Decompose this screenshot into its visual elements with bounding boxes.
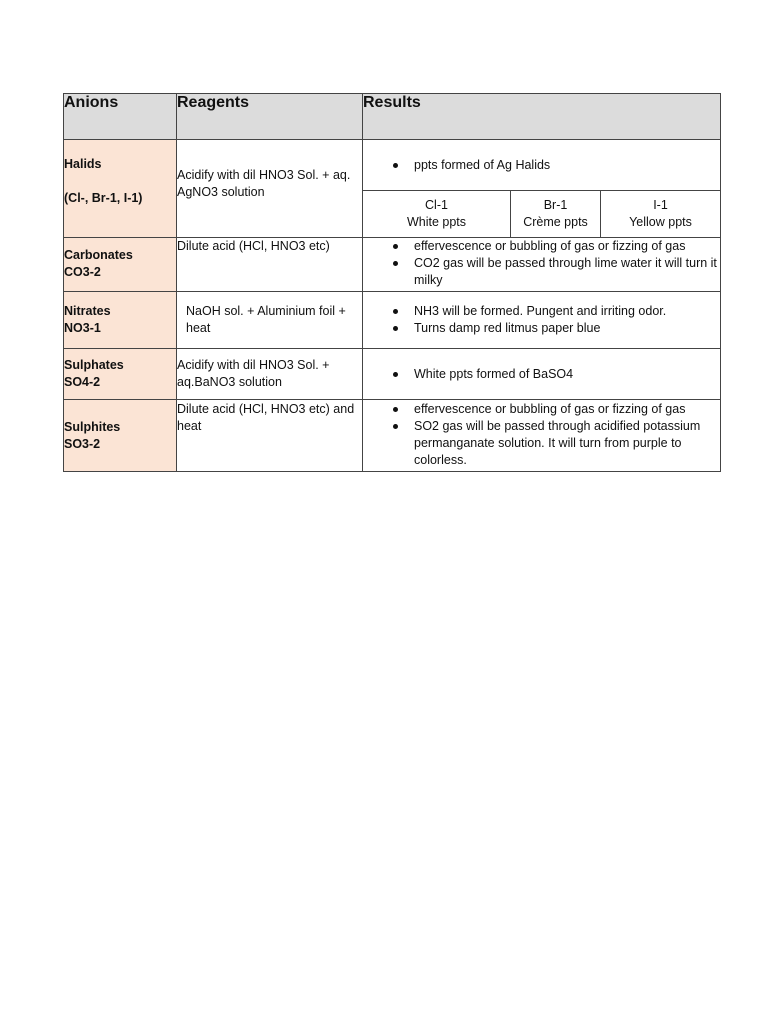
anion-halids	[64, 140, 177, 238]
anion-formula: SO3-2	[64, 436, 101, 451]
reagent-sulphates: Acidify with dil HNO3 Sol. + aq.BaNO3 solution	[177, 349, 363, 400]
results-sulphates	[363, 349, 721, 400]
anion-tests-table	[63, 93, 721, 472]
header-results: Results	[363, 94, 721, 140]
result-item: White ppts formed of BaSO4	[363, 366, 720, 383]
row-carbonates	[64, 238, 721, 292]
anion-sulphates	[64, 349, 177, 400]
results-carbonates	[363, 238, 721, 292]
result-item: CO2 gas will be passed through lime water it will turn it milky	[363, 255, 720, 289]
row-nitrates	[64, 292, 721, 349]
ppt-label: Crème ppts	[523, 215, 588, 229]
ppt-label: White ppts	[406, 215, 467, 229]
anion-formula: NO3-1	[64, 321, 101, 335]
anion-name: Sulphites	[64, 419, 121, 434]
ion-label: Cl-1	[425, 198, 448, 212]
row-sulphates	[64, 349, 721, 400]
anion-formula: SO4-2	[64, 375, 101, 389]
cell-iodide	[601, 191, 721, 237]
result-item: ppts formed of Ag Halids	[363, 157, 550, 174]
reagent-nitrates: NaOH sol. + Aluminium foil + heat	[177, 292, 363, 349]
ion-label: Br-1	[543, 198, 568, 212]
anion-name: Sulphates	[64, 358, 124, 372]
anion-carbonates	[64, 238, 177, 292]
anion-name: Halids	[64, 157, 102, 171]
anion-formula: (Cl-, Br-1, I-1)	[64, 191, 143, 205]
anion-nitrates	[64, 292, 177, 349]
reagent-carbonates: Dilute acid (HCl, HNO3 etc)	[177, 238, 363, 292]
results-halids	[363, 140, 721, 238]
header-row	[64, 94, 721, 140]
anion-name: Nitrates	[64, 304, 111, 318]
row-sulphites	[64, 400, 721, 472]
ppt-label: Yellow ppts	[629, 215, 692, 229]
row-halids	[64, 140, 721, 238]
reagent-halids: Acidify with dil HNO3 Sol. + aq. AgNO3 solution	[177, 140, 363, 238]
results-nitrates	[363, 292, 721, 349]
results-sulphites	[363, 400, 721, 472]
result-item: NH3 will be formed. Pungent and irriting odor.	[363, 303, 720, 320]
anion-sulphites	[64, 400, 177, 472]
cell-chloride	[363, 191, 511, 237]
reagent-sulphites: Dilute acid (HCl, HNO3 etc) and heat	[177, 400, 363, 472]
result-item: Turns damp red litmus paper blue	[363, 320, 720, 337]
halid-precipitate-table	[363, 191, 720, 237]
ion-label: I-1	[653, 198, 668, 212]
header-reagents: Reagents	[177, 94, 363, 140]
cell-bromide	[511, 191, 601, 237]
anion-formula: CO3-2	[64, 265, 101, 279]
result-item: effervescence or bubbling of gas or fizzing of gas	[363, 238, 720, 255]
anion-name: Carbonates	[64, 248, 133, 262]
result-item: effervescence or bubbling of gas or fizzing of gas	[363, 401, 720, 418]
result-item: SO2 gas will be passed through acidified potassium permanganate solution. It will turn from purple to colorless.	[363, 418, 720, 469]
header-anions: Anions	[64, 94, 177, 140]
